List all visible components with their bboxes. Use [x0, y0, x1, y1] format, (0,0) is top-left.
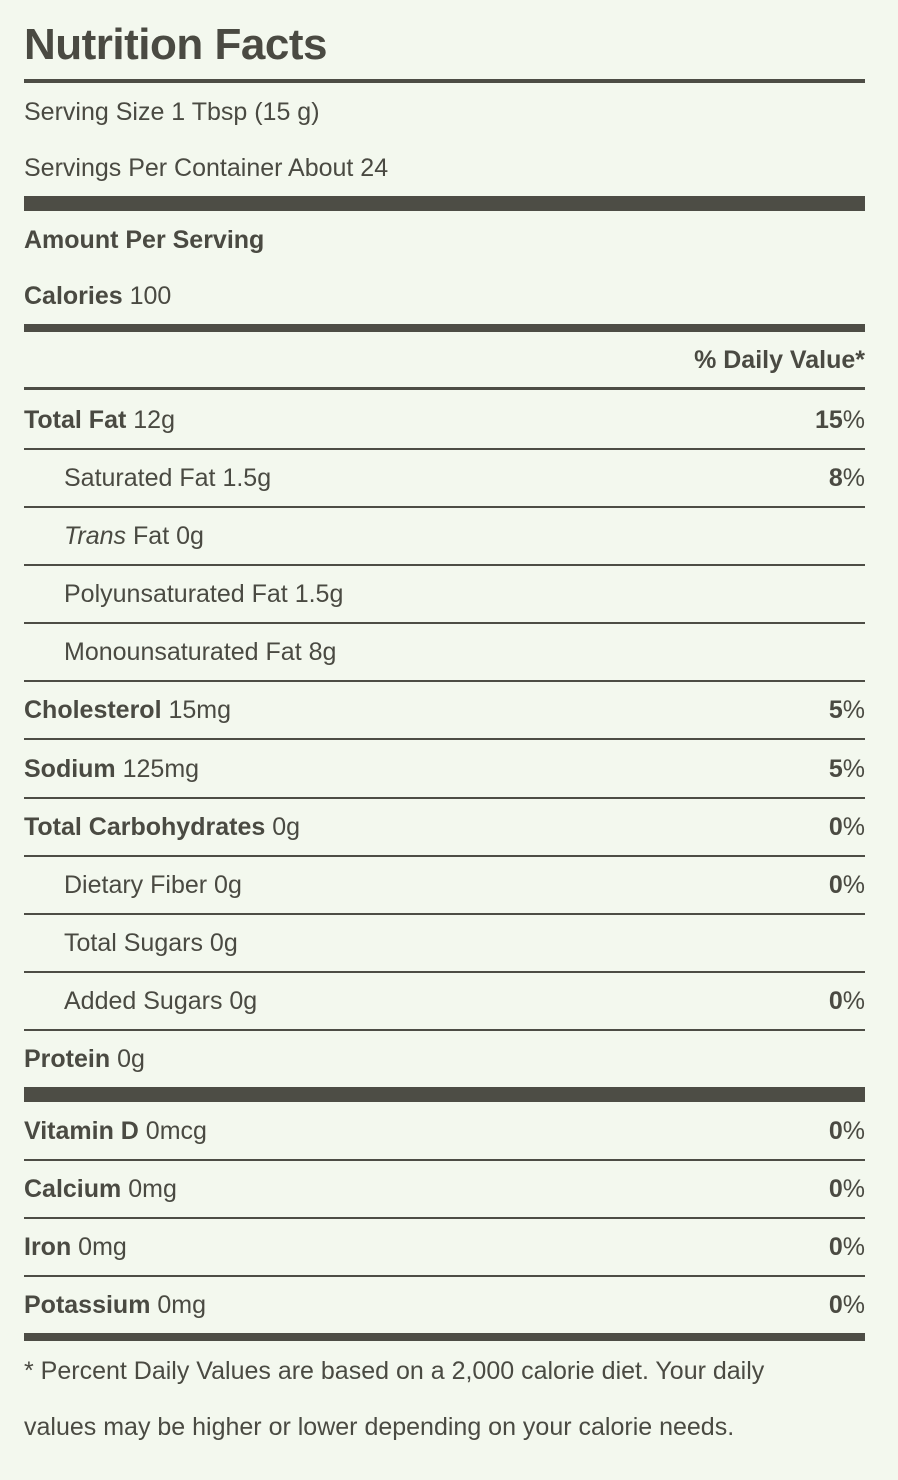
nutrient-amount: 1.5g	[222, 464, 272, 492]
footnote-line: values may be higher or lower depending on your calorie needs.	[24, 1413, 735, 1441]
nutrient-label-italic: Trans	[64, 522, 127, 550]
thick-divider	[24, 196, 865, 211]
percent-sign: %	[842, 406, 865, 434]
nutrient-label: Fat	[133, 522, 170, 550]
nutrient-label: Monounsaturated Fat	[64, 638, 302, 666]
percent-sign: %	[842, 464, 865, 492]
nutrient-label: Total Fat	[24, 406, 127, 434]
nutrient-row	[24, 521, 865, 551]
calories-label: Calories	[24, 282, 123, 310]
nutrient-label: Total Sugars	[64, 929, 203, 957]
nutrient-amount: 125mg	[122, 755, 200, 783]
percent-sign: %	[842, 987, 865, 1015]
row-divider	[24, 1275, 865, 1277]
nutrient-amount: 12g	[133, 406, 175, 434]
nutrient-label: Saturated Fat	[64, 464, 216, 492]
row-divider	[24, 1029, 865, 1031]
nutrient-row	[24, 870, 865, 900]
vitamin-label: Calcium	[24, 1175, 122, 1203]
vitamin-row	[24, 1174, 865, 1204]
row-divider	[24, 680, 865, 682]
title-rule	[24, 79, 865, 83]
footnote-line: * Percent Daily Values are based on a 2,000 calorie diet. Your daily	[24, 1357, 765, 1385]
row-divider	[24, 564, 865, 566]
row-divider	[24, 855, 865, 857]
thick-divider	[24, 1087, 865, 1102]
row-divider	[24, 797, 865, 799]
servings-per-container: Servings Per Container About 24	[24, 154, 389, 182]
vitamin-label: Iron	[24, 1233, 72, 1261]
row-divider	[24, 387, 865, 390]
nutrient-daily-value: 0	[828, 871, 843, 899]
row-divider	[24, 738, 865, 740]
nutrient-label: Polyunsaturated Fat	[64, 580, 288, 608]
nutrient-label: Sodium	[24, 755, 116, 783]
percent-sign: %	[842, 755, 865, 783]
nutrient-row	[24, 986, 865, 1016]
vitamin-daily-value: 0	[828, 1233, 843, 1261]
nutrient-label: Cholesterol	[24, 696, 162, 724]
calories-line	[24, 281, 171, 311]
nutrient-amount: 0g	[117, 1045, 145, 1073]
nutrient-amount: 0g	[229, 987, 258, 1015]
nutrient-label: Added Sugars	[64, 987, 223, 1015]
nutrient-row	[24, 579, 865, 609]
row-divider	[24, 913, 865, 915]
nutrient-row	[24, 754, 865, 784]
nutrient-row	[24, 405, 865, 435]
nutrient-amount: 0g	[209, 929, 238, 957]
vitamin-amount: 0mg	[128, 1175, 177, 1203]
percent-sign: %	[842, 813, 865, 841]
medium-divider	[24, 324, 865, 332]
nutrient-row	[24, 637, 865, 667]
row-divider	[24, 1217, 865, 1219]
panel-title: Nutrition Facts	[24, 20, 327, 69]
nutrient-amount: 15mg	[168, 696, 232, 724]
nutrient-row	[24, 1044, 865, 1074]
nutrient-daily-value: 5	[828, 696, 843, 724]
daily-value-header: % Daily Value*	[694, 346, 865, 374]
nutrient-amount: 0g	[272, 813, 301, 841]
row-divider	[24, 622, 865, 624]
percent-sign: %	[842, 1175, 865, 1203]
percent-sign: %	[842, 871, 865, 899]
nutrient-row	[24, 928, 865, 958]
nutrient-amount: 1.5g	[294, 580, 344, 608]
nutrient-daily-value: 8	[828, 464, 843, 492]
nutrient-daily-value: 0	[828, 987, 843, 1015]
vitamin-daily-value: 0	[828, 1291, 843, 1319]
nutrient-label: Protein	[24, 1045, 111, 1073]
vitamin-amount: 0mg	[78, 1233, 127, 1261]
row-divider	[24, 1159, 865, 1161]
nutrient-amount: 8g	[308, 638, 337, 666]
percent-sign: %	[842, 696, 865, 724]
nutrient-amount: 0g	[214, 871, 242, 899]
nutrient-daily-value: 5	[828, 755, 843, 783]
vitamin-label: Vitamin D	[24, 1117, 139, 1145]
row-divider	[24, 506, 865, 508]
row-divider	[24, 971, 865, 973]
medium-divider	[24, 1333, 865, 1341]
nutrient-label: Dietary Fiber	[64, 871, 208, 899]
percent-sign: %	[842, 1291, 865, 1319]
serving-size: Serving Size 1 Tbsp (15 g)	[24, 98, 320, 126]
nutrient-row	[24, 812, 865, 842]
nutrient-daily-value: 0	[828, 813, 843, 841]
vitamin-row	[24, 1116, 865, 1146]
amount-per-serving: Amount Per Serving	[24, 226, 265, 254]
nutrient-row	[24, 463, 865, 493]
vitamin-daily-value: 0	[828, 1175, 843, 1203]
percent-sign: %	[842, 1117, 865, 1145]
percent-sign: %	[842, 1233, 865, 1261]
calories-value: 100	[129, 282, 172, 310]
row-divider	[24, 448, 865, 450]
vitamin-row	[24, 1290, 865, 1320]
nutrient-daily-value: 15	[814, 406, 843, 434]
vitamin-amount: 0mg	[157, 1291, 207, 1319]
vitamin-daily-value: 0	[828, 1117, 843, 1145]
vitamin-row	[24, 1232, 865, 1262]
nutrient-amount: 0g	[176, 522, 204, 550]
vitamin-label: Potassium	[24, 1291, 151, 1319]
nutrient-row	[24, 695, 865, 725]
vitamin-amount: 0mcg	[145, 1117, 207, 1145]
nutrient-label: Total Carbohydrates	[24, 813, 266, 841]
